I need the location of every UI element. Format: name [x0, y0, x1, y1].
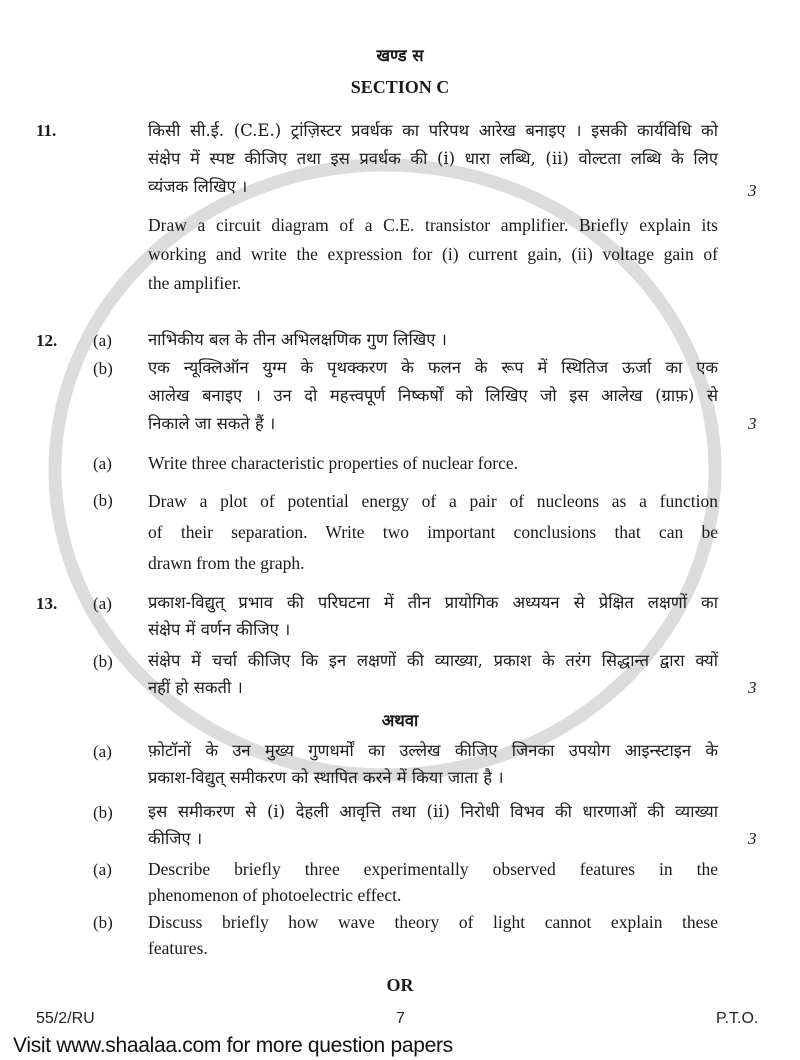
- visit-link[interactable]: Visit www.shaalaa.com for more question papers: [13, 1034, 453, 1057]
- text-line: Write three characteristic properties of nuclear force.: [148, 453, 518, 473]
- text-line: कीजिए ।: [148, 829, 203, 848]
- paper-code: 55/2/RU: [36, 1010, 95, 1027]
- text-line: नहीं हो सकती ।: [148, 678, 243, 697]
- text-line: इस समीकरण से (i) देहली आवृत्ति तथा (ii) निरोधी विभव की धारणाओं की व्याख्या: [148, 802, 718, 821]
- page-number: 7: [396, 1010, 405, 1027]
- question-number: 12.: [36, 331, 58, 350]
- part-label: (b): [93, 652, 113, 671]
- part-label: (a): [93, 331, 112, 350]
- question-13b-hindi: [148, 647, 718, 701]
- text-line: working and write the expression for (i) current gain, (ii) voltage gain of: [148, 244, 718, 264]
- marks: 3: [748, 678, 757, 697]
- text-line: प्रकाश-विद्युत् प्रभाव की परिघटना में तीन प्रायोगिक अध्ययन से प्रेक्षित लक्षणों का: [148, 593, 718, 612]
- text-line: drawn from the graph.: [148, 553, 305, 573]
- text-line: Draw a plot of potential energy of a pair of nucleons as a function: [148, 491, 718, 511]
- text-line: एक न्यूक्लिऑन युग्म के पृथक्करण के फलन के रूप में स्थितिज ऊर्जा का एक: [148, 358, 718, 377]
- pto-label: P.T.O.: [716, 1010, 759, 1027]
- text-line: किसी सी.ई. (C.E.) ट्रांज़िस्टर प्रवर्धक का परिपथ आरेख बनाइए । इसकी कार्यविधि को: [148, 121, 718, 140]
- text-line: प्रकाश-विद्युत् समीकरण को स्थापित करने में किया जाता है ।: [148, 768, 504, 787]
- question-number: 13.: [36, 594, 58, 613]
- marks: 3: [748, 181, 757, 200]
- question-12b-english: [148, 486, 718, 579]
- part-label: (a): [93, 860, 112, 879]
- question-13-alt-a-hindi: [148, 737, 718, 791]
- question-13a-hindi: [148, 589, 718, 643]
- text-line: Describe briefly three experimentally observed features in the: [148, 859, 718, 879]
- part-label: (b): [93, 913, 113, 932]
- text-line: of their separation. Write two important conclusions that can be: [148, 522, 718, 542]
- section-heading-hindi: खण्ड स: [376, 46, 424, 65]
- question-12b-hindi: [148, 354, 718, 438]
- marks: 3: [748, 414, 757, 433]
- text-line: फ़ोटॉनों के उन मुख्य गुणधर्मों का उल्लेख कीजिए जिनका उपयोग आइन्स्टाइन के: [148, 741, 718, 760]
- question-13b-english: [148, 909, 718, 961]
- part-label: (b): [93, 803, 113, 822]
- text-line: Draw a circuit diagram of a C.E. transistor amplifier. Briefly explain its: [148, 215, 718, 235]
- or-heading-hindi: अथवा: [381, 711, 419, 730]
- part-label: (b): [93, 359, 113, 378]
- text-line: आलेख बनाइए । उन दो महत्त्वपूर्ण निष्कर्षों को लिखिए जो इस आलेख (ग्राफ़) से: [148, 386, 718, 405]
- text-line: features.: [148, 938, 208, 958]
- text-line: the amplifier.: [148, 273, 242, 293]
- text-line: phenomenon of photoelectric effect.: [148, 885, 402, 905]
- text-line: निकाले जा सकते हैं ।: [148, 414, 276, 433]
- text-line: व्यंजक लिखिए ।: [148, 177, 248, 196]
- or-heading: OR: [386, 975, 414, 995]
- question-12a-hindi: [148, 326, 718, 354]
- question-13a-english: [148, 856, 718, 908]
- part-label: (a): [93, 454, 112, 473]
- question-12a-english: [148, 449, 718, 478]
- question-13-alt-b-hindi: [148, 798, 718, 852]
- question-11-hindi: [148, 117, 718, 201]
- question-11-english: [148, 211, 718, 298]
- part-label: (a): [93, 594, 112, 613]
- text-line: संक्षेप में स्पष्ट कीजिए तथा इस प्रवर्धक की (i) धारा लब्धि, (ii) वोल्टता लब्धि के लिए: [148, 149, 718, 168]
- text-line: संक्षेप में चर्चा कीजिए कि इन लक्षणों की व्याख्या, प्रकाश के तरंग सिद्धान्त द्वारा क्यों: [148, 651, 718, 670]
- part-label: (b): [93, 491, 113, 510]
- question-number: 11.: [36, 121, 57, 140]
- text-line: संक्षेप में वर्णन कीजिए ।: [148, 620, 291, 639]
- section-heading: SECTION C: [350, 77, 450, 97]
- part-label: (a): [93, 742, 112, 761]
- marks: 3: [748, 829, 757, 848]
- text-line: Discuss briefly how wave theory of light cannot explain these: [148, 912, 718, 932]
- text-line: नाभिकीय बल के तीन अभिलक्षणिक गुण लिखिए ।: [148, 330, 447, 349]
